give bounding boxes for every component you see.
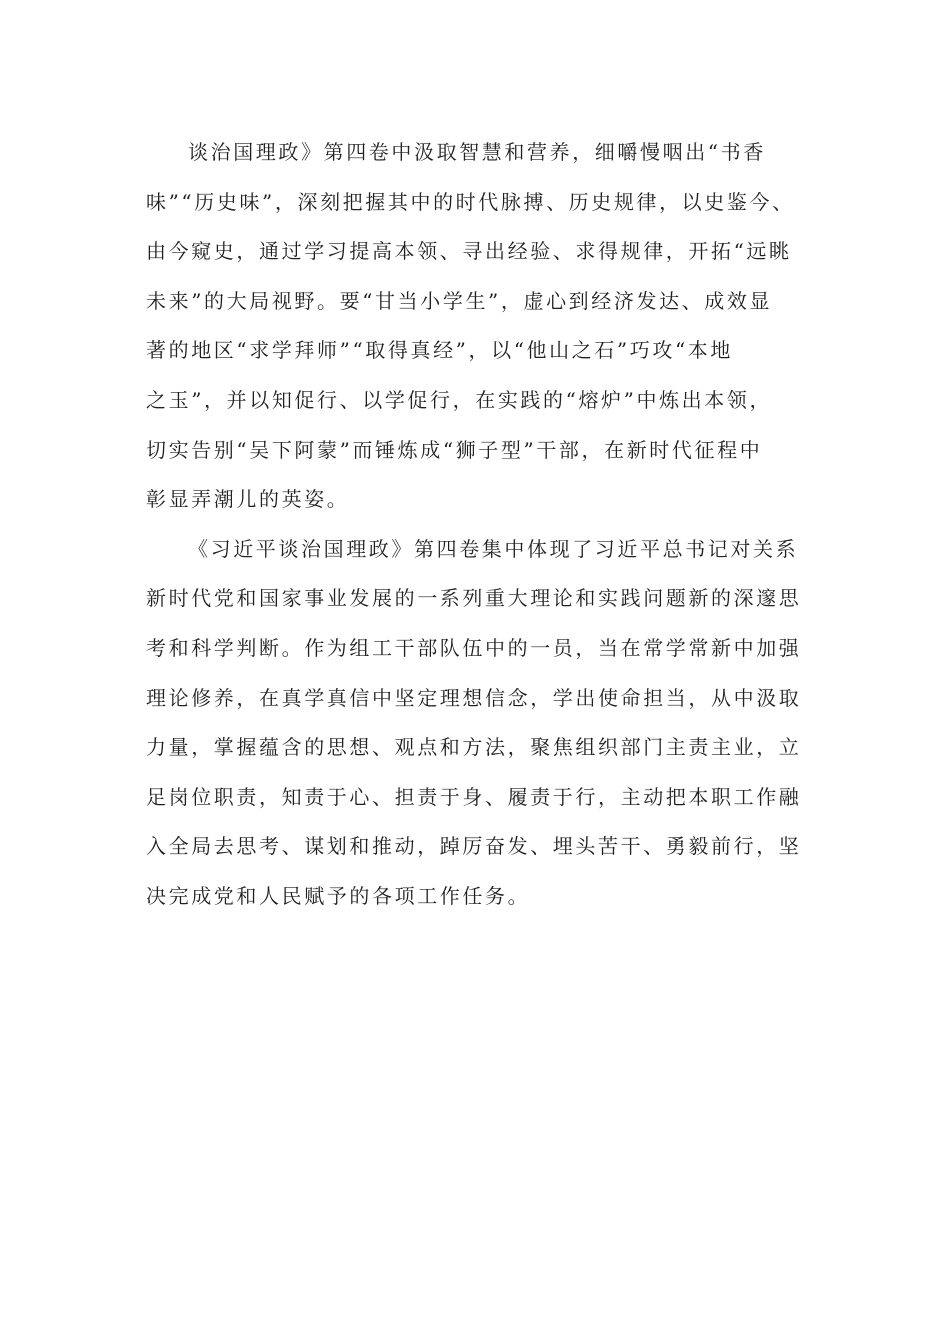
text-line: 足岗位职责，知责于心、担责于身、履责于行，主动把本职工作融 bbox=[146, 784, 802, 809]
text-line: 入全局去思考、谋划和推动，踔厉奋发、埋头苦干、勇毅前行，坚 bbox=[146, 834, 802, 859]
text-line: 理论修养，在真学真信中坚定理想信念，学出使命担当，从中汲取 bbox=[146, 685, 802, 710]
text-line: 未来”的大局视野。要“甘当小学生”，虚心到经济发达、成效显 bbox=[146, 288, 773, 313]
text-line: 味”“历史味”，深刻把握其中的时代脉搏、历史规律，以史鉴今、 bbox=[146, 189, 795, 214]
text-line: 彰显弄潮儿的英姿。 bbox=[146, 487, 350, 512]
text-line: 考和科学判断。作为组工干部队伍中的一员，当在常学常新中加强 bbox=[146, 635, 802, 660]
paragraph-1 bbox=[146, 128, 806, 525]
document-body bbox=[146, 128, 806, 922]
text-line: 《习近平谈治国理政》第四卷集中体现了习近平总书记对关系 bbox=[188, 536, 799, 561]
text-line: 切实告别“吴下阿蒙”而锤炼成“狮子型”干部，在新时代征程中 bbox=[146, 437, 763, 462]
text-line: 决完成党和人民赋予的各项工作任务。 bbox=[146, 883, 531, 908]
text-line: 新时代党和国家事业发展的一系列重大理论和实践问题新的深邃思 bbox=[146, 586, 802, 611]
text-line: 力量，掌握蕴含的思想、观点和方法，聚焦组织部门主责主业，立 bbox=[146, 735, 802, 760]
text-line: 著的地区“求学拜师”“取得真经”，以“他山之石”巧攻“本地 bbox=[146, 338, 733, 363]
paragraph-2 bbox=[146, 525, 806, 922]
text-line: 由今窥史，通过学习提高本领、寻出经验、求得规律，开拓“远眺 bbox=[146, 239, 792, 264]
text-line: 谈治国理政》第四卷中汲取智慧和营养，细嚼慢咽出“书香 bbox=[188, 140, 766, 164]
text-line: 之玉”，并以知促行、以学促行，在实践的“熔炉”中炼出本领， bbox=[146, 387, 773, 412]
